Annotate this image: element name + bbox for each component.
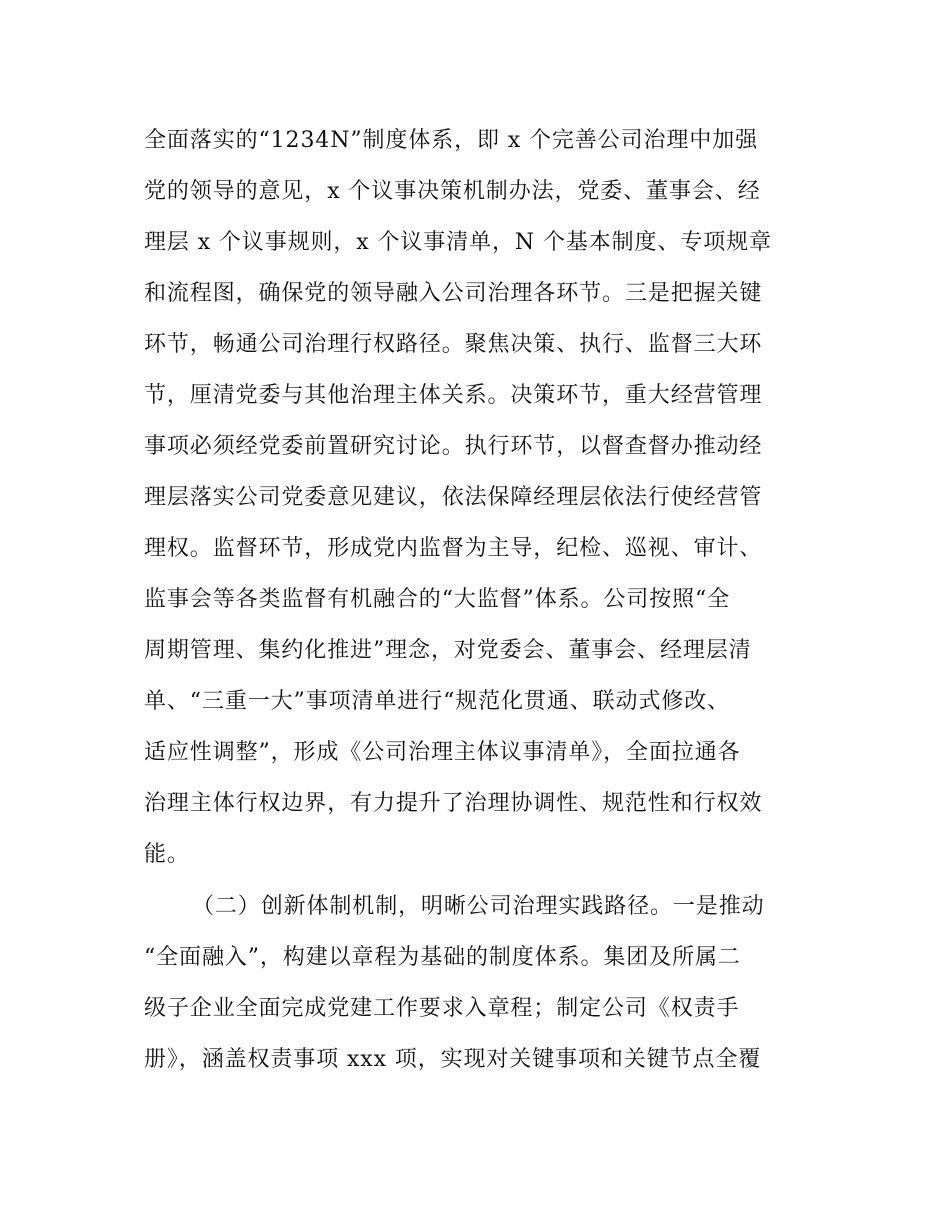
paragraph-1-line: 和流程图，确保党的领导融入公司治理各环节。三是把握关键 bbox=[144, 281, 763, 306]
paragraph-2-line: 级子企业全面完成党建工作要求入章程；制定公司《权责手 bbox=[144, 996, 740, 1021]
paragraph-1-line: 单、“三重一大”事项清单进行“规范化贯通、联动式修改、 bbox=[144, 689, 731, 714]
paragraph-1-line: 治理主体行权边界，有力提升了治理协调性、规范性和行权效 bbox=[144, 791, 763, 816]
paragraph-1-line: 理层 x 个议事规则，x 个议事清单，N 个基本制度、专项规章 bbox=[144, 230, 772, 255]
paragraph-1-line: 周期管理、集约化推进”理念，对党委会、董事会、经理层清 bbox=[144, 638, 752, 663]
paragraph-1-line: 适应性调整”，形成《公司治理主体议事清单》，全面拉通各 bbox=[144, 740, 741, 765]
paragraph-2-line: （二）创新体制机制，明晰公司治理实践路径。一是推动 bbox=[192, 894, 765, 919]
paragraph-1-line: 党的领导的意见，x 个议事决策机制办法，党委、董事会、经 bbox=[144, 179, 761, 204]
paragraph-2-line: 册》，涵盖权责事项 xxx 项，实现对关键事项和关键节点全覆 bbox=[144, 1047, 762, 1072]
paragraph-1-line: 能。 bbox=[144, 842, 190, 867]
paragraph-1-line: 理层落实公司党委意见建议，依法保障经理层依法行使经营管 bbox=[144, 485, 763, 510]
paragraph-2-line: “全面融入”，构建以章程为基础的制度体系。集团及所属二 bbox=[144, 945, 741, 970]
paragraph-1-line: 环节，畅通公司治理行权路径。聚焦决策、执行、监督三大环 bbox=[144, 332, 763, 357]
paragraph-1-line: 监事会等各类监督有机融合的“大监督”体系。公司按照“全 bbox=[144, 587, 731, 612]
paragraph-1-line: 全面落实的“1234N”制度体系，即 x 个完善公司治理中加强 bbox=[144, 128, 759, 153]
paragraph-1-line: 节，厘清党委与其他治理主体关系。决策环节，重大经营管理 bbox=[144, 383, 763, 408]
paragraph-1-line: 理权。监督环节，形成党内监督为主导，纪检、巡视、审计、 bbox=[144, 536, 763, 561]
paragraph-1-line: 事项必须经党委前置研究讨论。执行环节，以督查督办推动经 bbox=[144, 434, 763, 459]
